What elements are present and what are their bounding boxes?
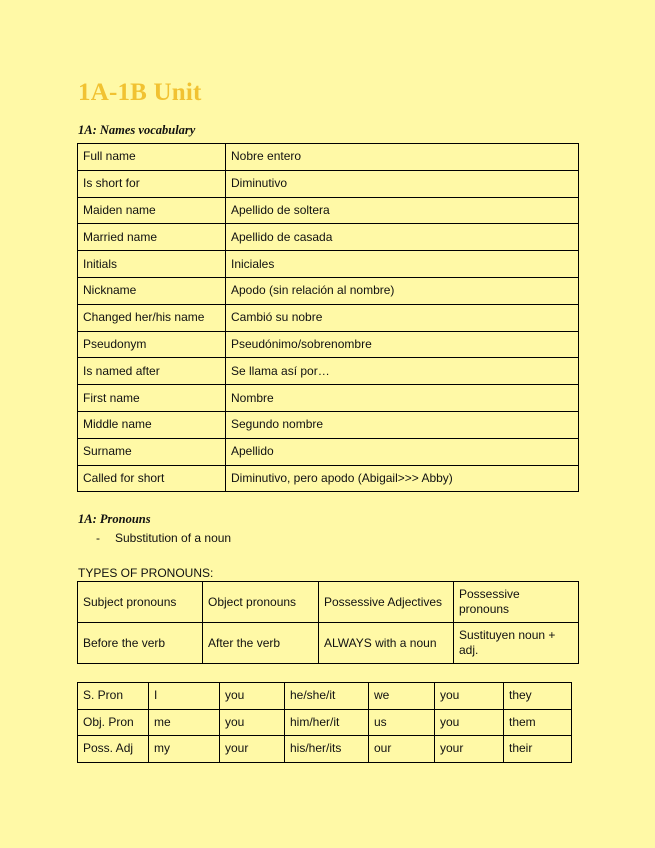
vocab-row xyxy=(78,144,579,171)
conjugation-cell: my xyxy=(149,736,220,763)
vocab-spanish-cell: Cambió su nobre xyxy=(226,304,579,331)
vocab-spanish-cell: Pseudónimo/sobrenombre xyxy=(226,331,579,358)
vocab-spanish-cell: Apodo (sin relación al nombre) xyxy=(226,277,579,304)
vocab-spanish-cell: Nombre xyxy=(226,385,579,412)
vocab-row xyxy=(78,197,579,224)
vocab-row xyxy=(78,358,579,385)
vocab-row xyxy=(78,385,579,412)
vocab-row xyxy=(78,411,579,438)
types-description-cell: Before the verb xyxy=(78,623,203,664)
conjugation-label-cell: Obj. Pron xyxy=(78,709,149,736)
vocab-spanish-cell: Se llama así por… xyxy=(226,358,579,385)
pronoun-conjugation-table xyxy=(77,682,572,763)
vocab-english-cell: Full name xyxy=(78,144,226,171)
conjugation-row xyxy=(78,683,572,710)
vocab-english-cell: Pseudonym xyxy=(78,331,226,358)
bullet-item xyxy=(96,531,231,545)
conjugation-cell: us xyxy=(369,709,435,736)
types-description-row xyxy=(78,623,579,664)
types-header-cell: Possessive Adjectives xyxy=(319,582,454,623)
vocab-english-cell: Nickname xyxy=(78,277,226,304)
vocab-spanish-cell: Apellido de casada xyxy=(226,224,579,251)
vocab-english-cell: Is short for xyxy=(78,170,226,197)
conjugation-cell: him/her/it xyxy=(285,709,369,736)
conjugation-cell: you xyxy=(220,709,285,736)
conjugation-cell: he/she/it xyxy=(285,683,369,710)
conjugation-label-cell: Poss. Adj xyxy=(78,736,149,763)
conjugation-cell: they xyxy=(504,683,572,710)
types-description-cell: Sustituyen noun + adj. xyxy=(454,623,579,664)
vocab-spanish-cell: Apellido xyxy=(226,438,579,465)
vocab-row xyxy=(78,251,579,278)
vocab-english-cell: Initials xyxy=(78,251,226,278)
conjugation-cell: you xyxy=(435,709,504,736)
vocab-spanish-cell: Diminutivo, pero apodo (Abigail>>> Abby) xyxy=(226,465,579,492)
conjugation-cell: we xyxy=(369,683,435,710)
vocab-spanish-cell: Nobre entero xyxy=(226,144,579,171)
vocab-row xyxy=(78,170,579,197)
conjugation-row xyxy=(78,736,572,763)
vocab-table xyxy=(77,143,579,492)
vocab-spanish-cell: Iniciales xyxy=(226,251,579,278)
conjugation-cell: me xyxy=(149,709,220,736)
vocab-english-cell: First name xyxy=(78,385,226,412)
vocab-spanish-cell: Diminutivo xyxy=(226,170,579,197)
vocab-row xyxy=(78,331,579,358)
vocab-english-cell: Is named after xyxy=(78,358,226,385)
conjugation-cell: his/her/its xyxy=(285,736,369,763)
vocab-section-heading: 1A: Names vocabulary xyxy=(78,123,196,137)
pronoun-types-table xyxy=(77,581,579,664)
bullet-dash: - xyxy=(96,531,100,545)
conjugation-cell: I xyxy=(149,683,220,710)
conjugation-cell: them xyxy=(504,709,572,736)
conjugation-row xyxy=(78,709,572,736)
conjugation-cell: our xyxy=(369,736,435,763)
vocab-english-cell: Married name xyxy=(78,224,226,251)
vocab-spanish-cell: Segundo nombre xyxy=(226,411,579,438)
vocab-english-cell: Surname xyxy=(78,438,226,465)
types-header-row xyxy=(78,582,579,623)
types-header-cell: Object pronouns xyxy=(203,582,319,623)
conjugation-label-cell: S. Pron xyxy=(78,683,149,710)
conjugation-cell: your xyxy=(435,736,504,763)
pronouns-section-heading: 1A: Pronouns xyxy=(78,512,151,526)
vocab-spanish-cell: Apellido de soltera xyxy=(226,197,579,224)
vocab-row xyxy=(78,277,579,304)
vocab-row xyxy=(78,224,579,251)
page-title: 1A-1B Unit xyxy=(78,79,202,106)
types-of-pronouns-label: TYPES OF PRONOUNS: xyxy=(78,566,214,580)
conjugation-cell: you xyxy=(435,683,504,710)
conjugation-cell: their xyxy=(504,736,572,763)
vocab-english-cell: Changed her/his name xyxy=(78,304,226,331)
types-description-cell: After the verb xyxy=(203,623,319,664)
vocab-english-cell: Middle name xyxy=(78,411,226,438)
types-description-cell: ALWAYS with a noun xyxy=(319,623,454,664)
vocab-row xyxy=(78,304,579,331)
vocab-english-cell: Called for short xyxy=(78,465,226,492)
vocab-row xyxy=(78,438,579,465)
conjugation-cell: your xyxy=(220,736,285,763)
types-header-cell: Subject pronouns xyxy=(78,582,203,623)
bullet-text: Substitution of a noun xyxy=(115,531,232,545)
vocab-english-cell: Maiden name xyxy=(78,197,226,224)
conjugation-cell: you xyxy=(220,683,285,710)
types-header-cell: Possessive pronouns xyxy=(454,582,579,623)
vocab-row xyxy=(78,465,579,492)
